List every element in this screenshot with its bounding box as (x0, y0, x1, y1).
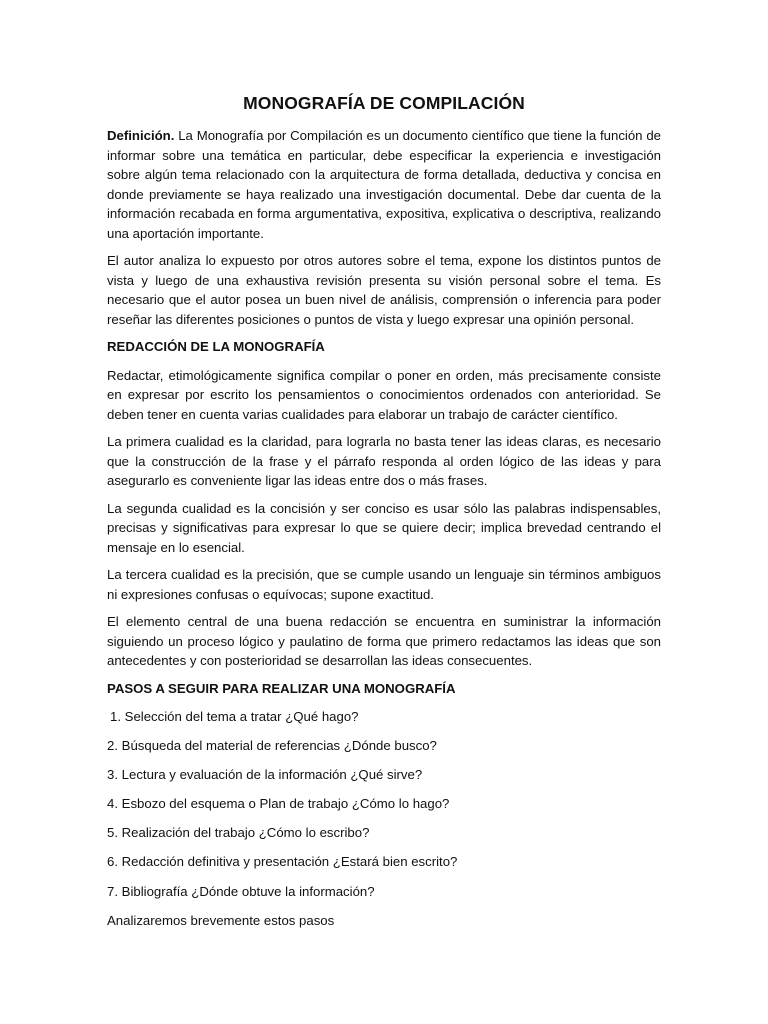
primera-cualidad-paragraph: La primera cualidad es la claridad, para lograrla no basta tener las ideas claras, es necesario que la construcción de la frase y el párrafo responda al orden lógico de las ideas y para asegurarlo es conveniente ligar las ideas entre dos o más frases. (107, 434, 661, 488)
tercera-cualidad-paragraph: La tercera cualidad es la precisión, que se cumple usando un lenguaje sin términos ambiguos ni expresiones confusas o equívocas; supone exactitud. (107, 567, 661, 602)
step-item: 3. Lectura y evaluación de la información ¿Qué sirve? (107, 767, 423, 783)
section-heading-redaccion: REDACCIÓN DE LA MONOGRAFÍA (107, 339, 325, 354)
author-paragraph: El autor analiza lo expuesto por otros autores sobre el tema, expone los distintos puntos de vista y luego de una exhaustiva revisión presenta su visión personal sobre el tema. Es necesario que el autor posea un buen nivel de análisis, comprensión o inferencia para poder reseñar las diferentes posiciones o puntos de vista y luego expresar una opinión personal. (107, 253, 661, 327)
segunda-cualidad-paragraph: La segunda cualidad es la concisión y ser conciso es usar sólo las palabras indispensables, precisas y significativas para expresar lo que se quiere decir; implica brevedad centrando el mensaje en lo esencial. (107, 500, 661, 555)
step-item: 5. Realización del trabajo ¿Cómo lo escribo? (107, 825, 370, 841)
elemento-central-paragraph: El elemento central de una buena redacción se encuentra en suministrar la información siguiendo un proceso lógico y paulatino de forma que primero redactamos las ideas que son antecedentes y con posterioridad se desarrollan las ideas consecuentes. (107, 614, 661, 668)
step-item: 7. Bibliografía ¿Dónde obtuve la información? (107, 883, 375, 899)
step-item: 2. Búsqueda del material de referencias ¿Dónde busco? (107, 738, 437, 754)
step-item: 4. Esbozo del esquema o Plan de trabajo ¿Cómo lo hago? (107, 796, 450, 812)
document-title: MONOGRAFÍA DE COMPILACIÓN (243, 93, 525, 113)
closing-line: Analizaremos brevemente estos pasos (107, 912, 335, 928)
redactar-paragraph: Redactar, etimológicamente significa compilar o poner en orden, más precisamente consiste en expresar por escrito los pensamientos o conocimientos ordenados con anterioridad. Se deben tener en cuenta varias cualidades para elaborar un trabajo de carácter científico. (107, 367, 661, 422)
definition-paragraph (107, 126, 661, 243)
step-item: 6. Redacción definitiva y presentación ¿Estará bien escrito? (107, 854, 458, 870)
definition-label: Definición. (107, 128, 175, 143)
step-item: 1. Selección del tema a tratar ¿Qué hago? (110, 709, 359, 724)
section-heading-pasos: PASOS A SEGUIR PARA REALIZAR UNA MONOGRAFÍA (107, 680, 456, 696)
definition-text: La Monografía por Compilación es un documento científico que tiene la función de informar sobre una temática en particular, debe especificar la experiencia e investigación sobre algún tema relacionado con la arquitectura de forma detallada, deductiva y concisa en donde previamente se haya realizado una investigación documental. Debe dar cuenta de la información recabada en forma argumentativa, expositiva, explicativa o descriptiva, realizando una aportación importante. (107, 128, 661, 241)
